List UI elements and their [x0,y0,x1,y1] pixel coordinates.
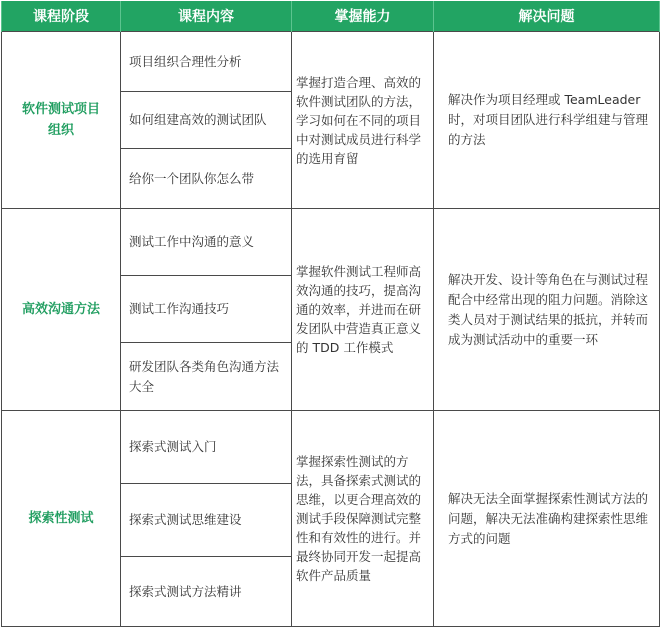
content-item: 测试工作中沟通的意义 [121,209,292,276]
ability-cell: 掌握探索性测试的方法，具备探索式测试的思维，以更合理高效的测试手段保障测试完整性和有效性的进行。并最终协同开发一起提高软件产品质量 [292,411,434,627]
course-table-page [0,1,660,627]
problem-cell: 解决开发、设计等角色在与测试过程配合中经常出现的阻力问题。消除这类人员对于测试结果的抵抗，并转而成为测试活动中的重要一环 [434,209,660,411]
ability-cell: 掌握打造合理、高效的软件测试团队的方法，学习如何在不同的项目中对测试成员进行科学的选用育留 [292,32,434,209]
ability-cell: 掌握软件测试工程师高效沟通的技巧，提高沟通的效率，并进而在研发团队中营造真正意义的 TDD 工作模式 [292,209,434,411]
problem-cell: 解决无法全面掌握探索性测试方法的问题，解决无法准确构建探索性思维方式的问题 [434,411,660,627]
header-content: 课程内容 [121,1,292,32]
stage-cell: 高效沟通方法 [2,209,121,411]
stage-cell: 探索性测试 [2,411,121,627]
content-item: 给你一个团队你怎么带 [121,149,292,209]
table-header-row [2,1,660,32]
content-item: 测试工作沟通技巧 [121,276,292,343]
content-item: 如何组建高效的测试团队 [121,92,292,149]
table-row [2,411,660,484]
content-item: 探索式测试方法精讲 [121,557,292,627]
problem-cell: 解决作为项目经理或 TeamLeader 时，对项目团队进行科学组建与管理的方法 [434,32,660,209]
stage-cell: 软件测试项目组织 [2,32,121,209]
content-item: 探索式测试思维建设 [121,484,292,557]
content-item: 研发团队各类角色沟通方法大全 [121,343,292,411]
header-problem: 解决问题 [434,1,660,32]
table-row [2,209,660,276]
course-table [1,1,660,627]
table-row [2,32,660,92]
header-ability: 掌握能力 [292,1,434,32]
header-stage: 课程阶段 [2,1,121,32]
content-item: 项目组织合理性分析 [121,32,292,92]
content-item: 探索式测试入门 [121,411,292,484]
